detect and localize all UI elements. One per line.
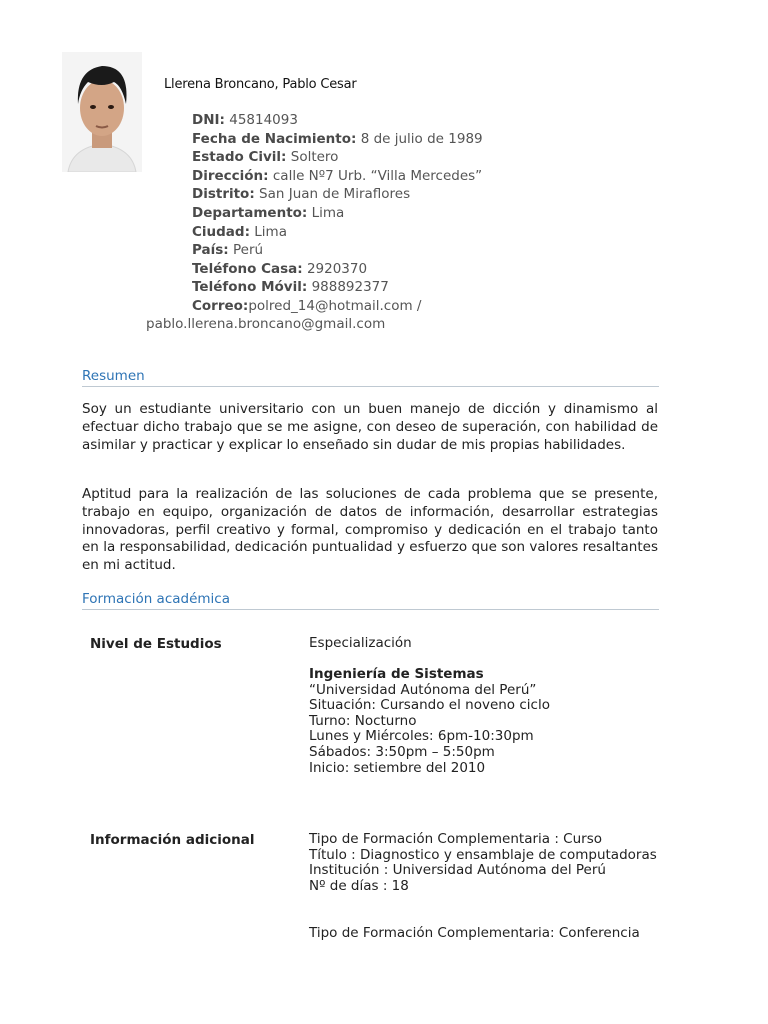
section-heading-formacion: Formación académica xyxy=(82,591,659,610)
adicional-line: Institución : Universidad Autónoma del Perú xyxy=(309,862,606,879)
adicional-line: Título : Diagnostico y ensamblaje de computadoras xyxy=(309,846,657,863)
info-row-address: Dirección: calle Nº7 Urb. “Villa Mercedes” xyxy=(192,167,483,184)
adicional-line: Tipo de Formación Complementaria : Curso xyxy=(309,831,602,847)
personal-info xyxy=(192,111,483,316)
carrera-title: Ingeniería de Sistemas xyxy=(309,666,484,682)
label-informacion-adicional: Información adicional xyxy=(90,832,255,848)
info-row-birthdate: Fecha de Nacimiento: 8 de julio de 1989 xyxy=(192,130,483,147)
profile-photo xyxy=(62,52,142,172)
section-heading-resumen: Resumen xyxy=(82,368,659,387)
candidate-name: Llerena Broncano, Pablo Cesar xyxy=(164,77,357,92)
info-row-dni: DNI: 45814093 xyxy=(192,112,298,128)
email-second-line: pablo.llerena.broncano@gmail.com xyxy=(146,316,386,332)
adicional-extra-line: Tipo de Formación Complementaria: Conferencia xyxy=(309,925,640,941)
person-portrait-icon xyxy=(62,52,142,172)
info-row-mobile-phone: Teléfono Móvil: 988892377 xyxy=(192,279,389,296)
info-row-home-phone: Teléfono Casa: 2920370 xyxy=(192,260,368,277)
carrera-block xyxy=(309,667,550,776)
info-row-district: Distrito: San Juan de Miraflores xyxy=(192,186,411,203)
info-row-department: Departamento: Lima xyxy=(192,204,345,221)
adicional-line: Nº de días : 18 xyxy=(309,877,409,894)
info-row-email: Correo:polred_14@hotmail.com / xyxy=(192,297,422,314)
info-row-country: País: Perú xyxy=(192,242,264,259)
carrera-line: Sábados: 3:50pm – 5:50pm xyxy=(309,743,495,760)
carrera-line: “Universidad Autónoma del Perú” xyxy=(309,681,537,698)
carrera-line: Turno: Nocturno xyxy=(309,712,417,729)
resumen-paragraph-1: Soy un estudiante universitario con un buen manejo de dicción y dinamismo al efectuar dicho trabajo que se me asigne, con deseo de superación, con habilidad de asimilar y practicar y explicar lo enseñado sin dudar de mis propias habilidades. xyxy=(82,401,658,453)
info-row-city: Ciudad: Lima xyxy=(192,223,287,240)
info-row-civil-status: Estado Civil: Soltero xyxy=(192,149,339,166)
carrera-line: Inicio: setiembre del 2010 xyxy=(309,759,486,776)
carrera-line: Lunes y Miércoles: 6pm-10:30pm xyxy=(309,728,534,745)
resumen-paragraph-2: Aptitud para la realización de las soluciones de cada problema que se presente, trabajo en equipo, organización de datos de información, desarrollar estrategias innovadoras, perfil creativo y formal, compromiso y dedicación en el trabajo tanto en la responsabilidad, dedicación puntualidad y esfuerzo que son valores resaltantes en mi actitud. xyxy=(82,486,658,574)
label-nivel-estudios: Nivel de Estudios xyxy=(90,636,222,652)
informacion-adicional-block xyxy=(309,832,657,894)
nivel-estudios-value: Especialización xyxy=(309,635,412,651)
carrera-line: Situación: Cursando el noveno ciclo xyxy=(309,697,550,714)
